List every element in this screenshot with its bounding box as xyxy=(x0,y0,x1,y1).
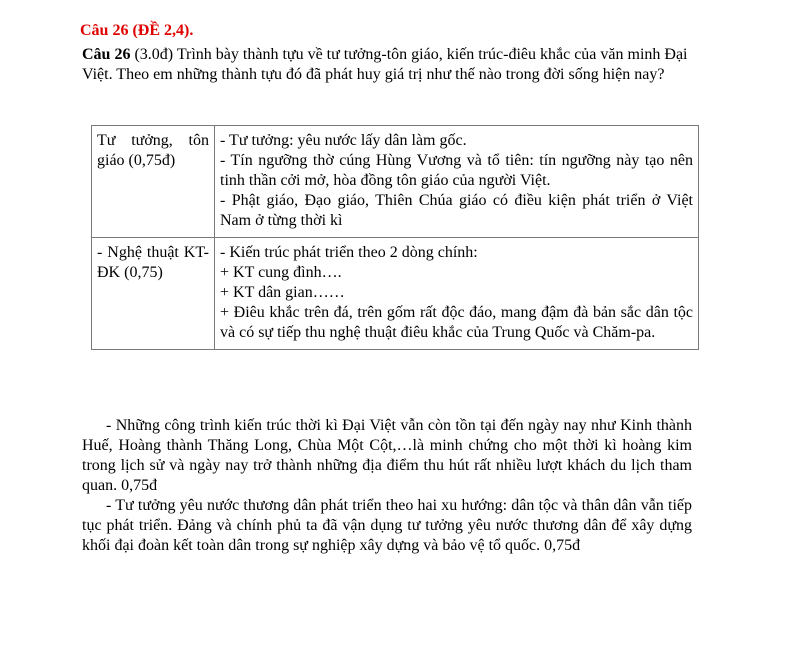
question-text xyxy=(82,45,692,85)
table-row xyxy=(92,126,699,238)
content-line: + Điêu khắc trên đá, trên gốm rất độc đáo, mang đậm đà bản sắc dân tộc và có sự tiếp thu nghệ thuật điêu khắc của Trung Quốc và Chăm-pa. xyxy=(220,304,693,341)
row-content-art xyxy=(215,238,699,350)
conclusion-paragraph: - Tư tưởng yêu nước thương dân phát triển theo hai xu hướng: dân tộc và thân dân vẫn tiếp tục phát triển. Đảng và chính phủ ta đã vận dụng tư tưởng yêu nước thương dân để xây dựng khối đại đoàn kết toàn dân trong sự nghiệp xây dựng và bảo vệ tổ quốc. 0,75đ xyxy=(82,497,692,554)
content-line: - Phật giáo, Đạo giáo, Thiên Chúa giáo có điều kiện phát triển ở Việt Nam ở từng thời kì xyxy=(220,192,693,229)
row-topic-religion: Tư tưởng, tôn giáo (0,75đ) xyxy=(92,126,215,238)
content-line: - Tín ngưỡng thờ cúng Hùng Vương và tổ tiên: tín ngưỡng này tạo nên tinh thần cởi mở, hòa đồng tôn giáo của người Việt. xyxy=(220,152,693,189)
question-body: (3.0đ) Trình bày thành tựu về tư tưởng-tôn giáo, kiến trúc-điêu khắc của văn minh Đại Việt. Theo em những thành tựu đó đã phát huy giá trị như thế nào trong đời sống hiện nay? xyxy=(82,46,688,83)
row-content-religion xyxy=(215,126,699,238)
content-line: - Kiến trúc phát triển theo 2 dòng chính: xyxy=(220,244,478,261)
answer-table xyxy=(91,125,699,350)
content-line: + KT dân gian…… xyxy=(220,284,345,301)
table-row xyxy=(92,238,699,350)
content-line: + KT cung đình…. xyxy=(220,264,342,281)
row-topic-art: - Nghệ thuật KT-ĐK (0,75) xyxy=(92,238,215,350)
conclusion xyxy=(82,416,692,556)
section-heading: Câu 26 (ĐỀ 2,4). xyxy=(80,22,194,39)
content-line: - Tư tưởng: yêu nước lấy dân làm gốc. xyxy=(220,132,467,149)
conclusion-paragraph: - Những công trình kiến trúc thời kì Đại Việt vẫn còn tồn tại đến ngày nay như Kinh thành Huế, Hoàng thành Thăng Long, Chùa Một Cột,…là minh chứng cho một thời kì hoàng kim trong lịch sử và ngày nay trở thành những địa điểm thu hút rất nhiều lượt khách du lịch tham quan. 0,75đ xyxy=(82,417,692,494)
question-label: Câu 26 xyxy=(82,46,131,63)
